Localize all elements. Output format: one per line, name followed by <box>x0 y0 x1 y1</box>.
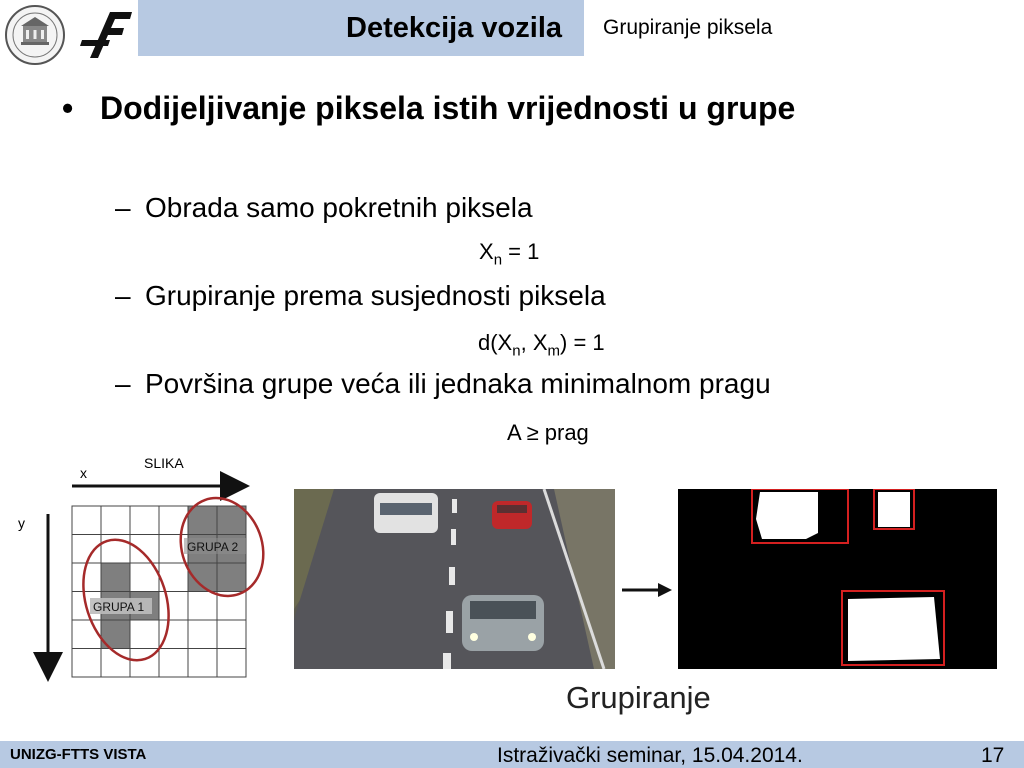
group2-label: GRUPA 2 <box>187 540 239 554</box>
group1-label: GRUPA 1 <box>93 600 145 614</box>
grid-cell-filled <box>101 563 130 592</box>
grid-cell <box>159 649 188 678</box>
grid-cell <box>72 649 101 678</box>
grid-cell <box>130 535 159 564</box>
grid-cell <box>188 649 217 678</box>
dash: – <box>115 192 131 223</box>
page-number: 17 <box>981 744 1005 767</box>
grid-cell <box>130 620 159 649</box>
sub-item-text: Obrada samo pokretnih piksela <box>145 192 533 223</box>
grid-cell <box>130 506 159 535</box>
grid-cell <box>217 620 246 649</box>
formula-moving-pixel: $X_n = 1$ <box>479 239 540 269</box>
grid-cell-filled <box>188 506 217 535</box>
grid-cell <box>72 535 101 564</box>
slide-title: Detekcija vozila <box>346 12 562 44</box>
grid-cell <box>217 649 246 678</box>
grid-cell-filled <box>217 506 246 535</box>
faculty-logo <box>80 6 134 62</box>
dash: – <box>115 368 131 399</box>
footer-event: Istraživački seminar, 15.04.2014. <box>497 744 803 767</box>
y-axis-label: y <box>18 515 25 531</box>
pixel-grid <box>72 506 246 677</box>
footer-bar <box>0 741 1024 768</box>
grid-cell-filled <box>217 563 246 592</box>
formula-area-threshold: A ≥ prag <box>507 420 589 445</box>
main-bullet-text: Dodijeljivanje piksela istih vrijednosti u grupe <box>100 90 796 126</box>
x-axis-label: x <box>80 465 87 481</box>
grid-cell <box>188 592 217 621</box>
grid-cell <box>159 592 188 621</box>
arrow-right-icon <box>622 580 672 600</box>
pixel-grid-diagram <box>14 452 276 682</box>
formula-adjacency: $d(X_n$, $X_m) = 1$ <box>478 330 605 360</box>
footer-project: UNIZG-FTTS VISTA <box>10 746 147 763</box>
traffic-camera-image <box>294 489 615 669</box>
grid-title: SLIKA <box>144 455 184 471</box>
figure-caption: Grupiranje <box>566 680 711 715</box>
grid-cell <box>188 620 217 649</box>
sub-item-text: Površina grupe veća ili jednaka minimalnom pragu <box>145 368 771 399</box>
title-banner <box>138 0 584 56</box>
dash: – <box>115 280 131 311</box>
grid-cell <box>101 506 130 535</box>
slide-subtitle: Grupiranje piksela <box>603 16 773 39</box>
bullet-dot: • <box>62 90 74 126</box>
segmentation-mask-image <box>678 489 997 669</box>
sub-item-text: Grupiranje prema susjednosti piksela <box>145 280 606 311</box>
grid-cell <box>72 506 101 535</box>
university-seal-logo <box>4 4 66 66</box>
grid-cell <box>72 620 101 649</box>
